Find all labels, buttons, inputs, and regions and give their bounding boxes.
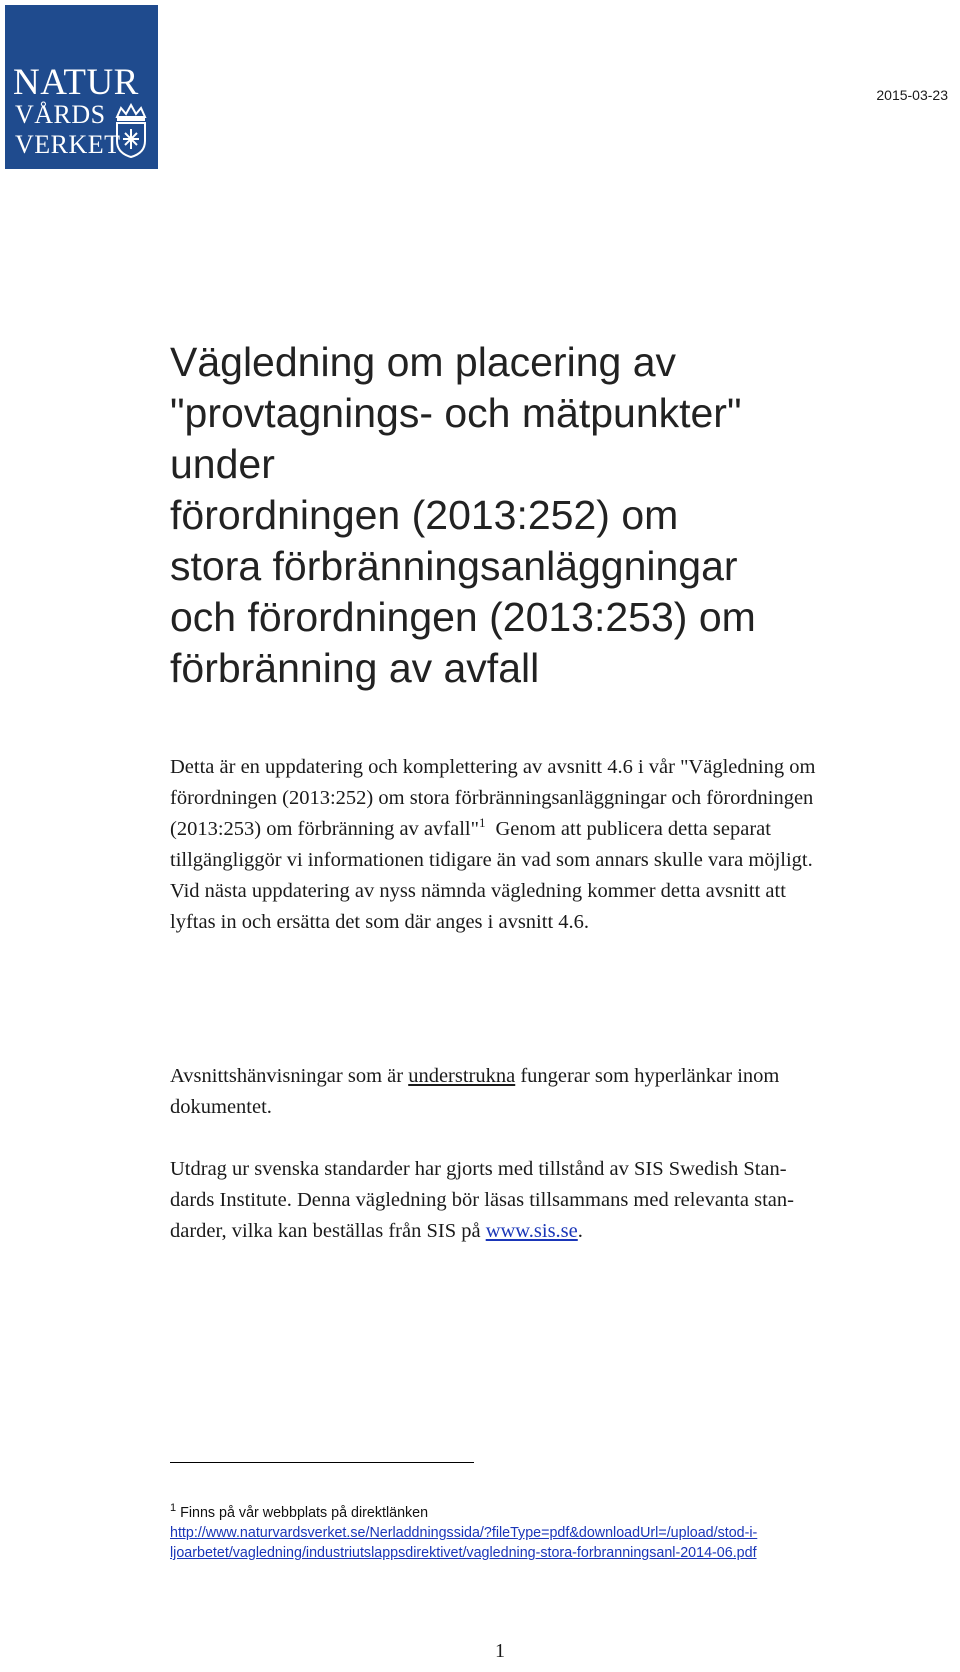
crown-shield-seal-icon bbox=[111, 103, 151, 159]
note-text-end: fungerar som hyperlänkar inom bbox=[520, 1065, 780, 1087]
intro-paragraph bbox=[170, 752, 890, 938]
logo-text-verket: VERKET bbox=[15, 130, 121, 159]
sis-line: dards Institute. Denna vägledning bör läsas tillsammans med relevanta stan- bbox=[170, 1189, 794, 1211]
footnote bbox=[170, 1503, 930, 1563]
logo-text-vards: VÅRDS bbox=[15, 100, 106, 129]
note-text-start: Avsnittshänvisningar som är bbox=[170, 1065, 404, 1087]
title-line: "provtagnings- och mätpunkter" bbox=[170, 390, 742, 436]
hyperlink-note-paragraph bbox=[170, 1061, 890, 1123]
footnote-line bbox=[170, 1543, 930, 1563]
note-line: dokumentet. bbox=[170, 1096, 272, 1118]
footnote-url-link-continued[interactable]: ljoarbetet/vagledning/industriutslappsdirektivet/vagledning-stora-forbranningsanl-2014-06.pdf bbox=[170, 1545, 757, 1561]
footnote-line bbox=[170, 1503, 930, 1523]
title-line: förbränning av avfall bbox=[170, 645, 540, 691]
title-line: stora förbränningsanläggningar bbox=[170, 543, 738, 589]
footnote-text: Finns på vår webbplats på direktlänken bbox=[180, 1505, 429, 1521]
intro-line-start: (2013:253) om förbränning av avfall" bbox=[170, 818, 479, 840]
intro-line: förordningen (2013:252) om stora förbränningsanläggningar och förordningen bbox=[170, 787, 814, 809]
logo-text-natur: NATUR bbox=[13, 62, 139, 103]
intro-line: Vid nästa uppdatering av nyss nämnda vägledning kommer detta avsnitt att bbox=[170, 880, 786, 902]
title-line: och förordningen (2013:253) om bbox=[170, 594, 756, 640]
sis-line: Utdrag ur svenska standarder har gjorts med tillstånd av SIS Swedish Stan- bbox=[170, 1158, 787, 1180]
footnote-separator bbox=[170, 1462, 474, 1463]
footnote-line bbox=[170, 1523, 930, 1543]
naturvardsverket-logo bbox=[5, 5, 158, 169]
intro-line-end: Genom att publicera detta separat bbox=[495, 818, 771, 840]
title-line: förordningen (2013:252) om bbox=[170, 492, 679, 538]
intro-line: lyftas in och ersätta det som där anges i avsnitt 4.6. bbox=[170, 911, 590, 933]
sis-text-end: . bbox=[577, 1220, 583, 1242]
title-line: Vägledning om placering av bbox=[170, 339, 676, 385]
intro-line: tillgängliggör vi informationen tidigare än vad som annars skulle vara möjligt. bbox=[170, 849, 813, 871]
sis-text-start: darder, vilka kan beställas från SIS på bbox=[170, 1220, 481, 1242]
sis-line bbox=[170, 1216, 890, 1247]
footnote-reference[interactable]: 1 bbox=[478, 815, 486, 831]
document-date: 2015-03-23 bbox=[876, 87, 948, 103]
footnote-number: 1 bbox=[170, 1502, 177, 1515]
sis-note-paragraph bbox=[170, 1154, 890, 1247]
footnote-url-link[interactable]: http://www.naturvardsverket.se/Nerladdningssida/?fileType=pdf&downloadUrl=/upload/stod-i- bbox=[170, 1525, 758, 1541]
sis-website-link[interactable]: www.sis.se bbox=[485, 1220, 578, 1242]
document-title bbox=[170, 337, 930, 694]
intro-line bbox=[170, 814, 890, 845]
note-line bbox=[170, 1061, 890, 1092]
intro-line: Detta är en uppdatering och komplettering av avsnitt 4.6 i vår "Vägledning om bbox=[170, 756, 816, 778]
underlined-word: understrukna bbox=[408, 1065, 516, 1087]
page-number: 1 bbox=[495, 1640, 505, 1662]
title-line: under bbox=[170, 441, 275, 487]
